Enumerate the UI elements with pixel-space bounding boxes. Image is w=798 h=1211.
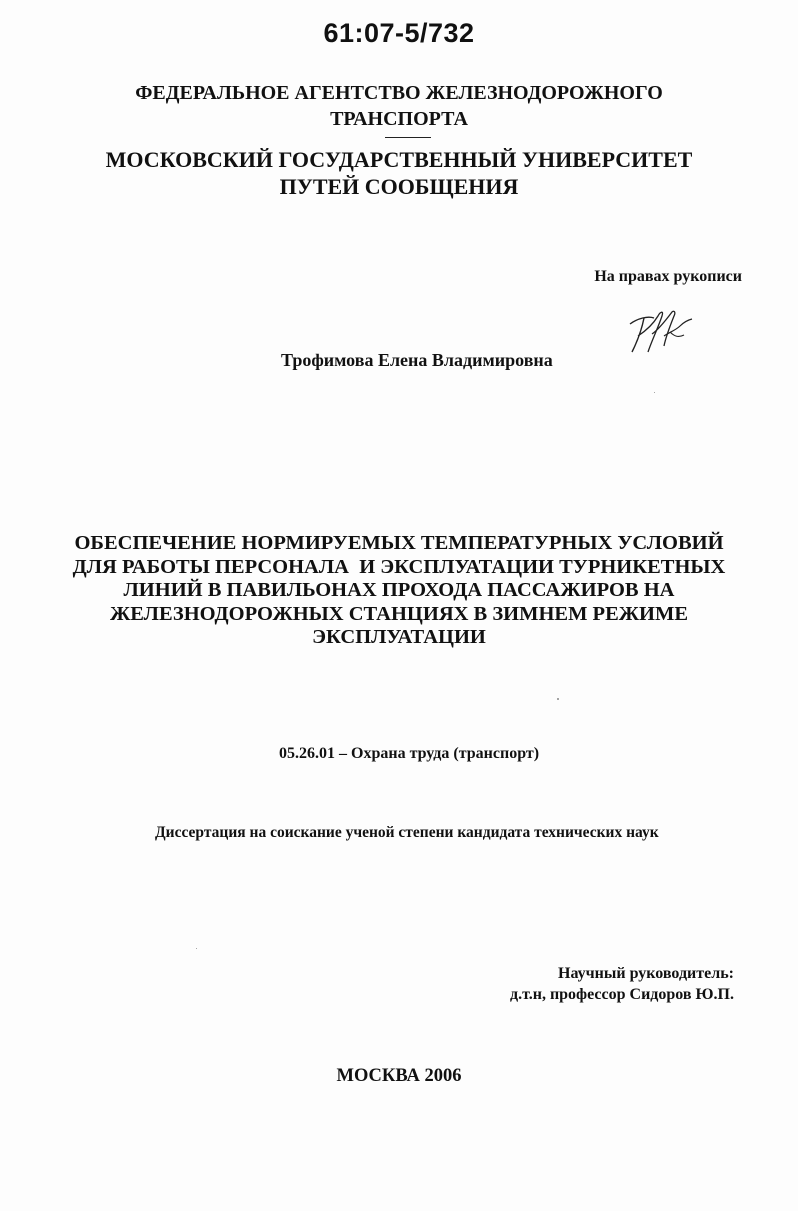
scan-speck [196, 948, 197, 949]
signature-image [624, 302, 696, 360]
scan-speck [557, 698, 559, 700]
university-line-2: ПУТЕЙ СООБЩЕНИЯ [279, 174, 519, 199]
university-name [0, 146, 798, 200]
supervisor-name: д.т.н, профессор Сидоров Ю.П. [509, 986, 734, 1003]
header-divider [385, 137, 431, 138]
dissertation-title [0, 532, 798, 650]
title-line: ЭКСПЛУАТАЦИИ [312, 626, 486, 648]
agency-line-2: ТРАНСПОРТА [330, 108, 468, 130]
title-line: ДЛЯ РАБОТЫ ПЕРСОНАЛА И ЭКСПЛУАТАЦИИ ТУРНИКЕТНЫХ [72, 555, 726, 578]
title-line: ЖЕЛЕЗНОДОРОЖНЫХ СТАНЦИЯХ В ЗИМНЕМ РЕЖИМЕ [110, 602, 688, 625]
scan-speck [654, 392, 655, 393]
title-line: ОБЕСПЕЧЕНИЕ НОРМИРУЕМЫХ ТЕМПЕРАТУРНЫХ УСЛОВИЙ [74, 532, 724, 554]
archive-code: 61:07-5/732 [323, 18, 475, 48]
university-line-1: МОСКОВСКИЙ ГОСУДАРСТВЕННЫЙ УНИВЕРСИТЕТ [105, 147, 693, 172]
degree-statement: Диссертация на соискание ученой степени кандидата технических наук [155, 824, 659, 841]
manuscript-note: На правах рукописи [594, 268, 742, 285]
supervisor-block [510, 963, 734, 1005]
title-line: ЛИНИЙ В ПАВИЛЬОНАХ ПРОХОДА ПАССАЖИРОВ НА [123, 579, 675, 601]
author-name: Трофимова Елена Владимировна [281, 350, 553, 370]
specialty-code: 05.26.01 – Охрана труда (транспорт) [279, 745, 540, 762]
agency-line-1: ФЕДЕРАЛЬНОЕ АГЕНТСТВО ЖЕЛЕЗНОДОРОЖНОГО [135, 82, 663, 104]
supervisor-label: Научный руководитель: [558, 965, 734, 982]
city-year: МОСКВА 2006 [336, 1066, 462, 1086]
agency-name [0, 80, 798, 132]
